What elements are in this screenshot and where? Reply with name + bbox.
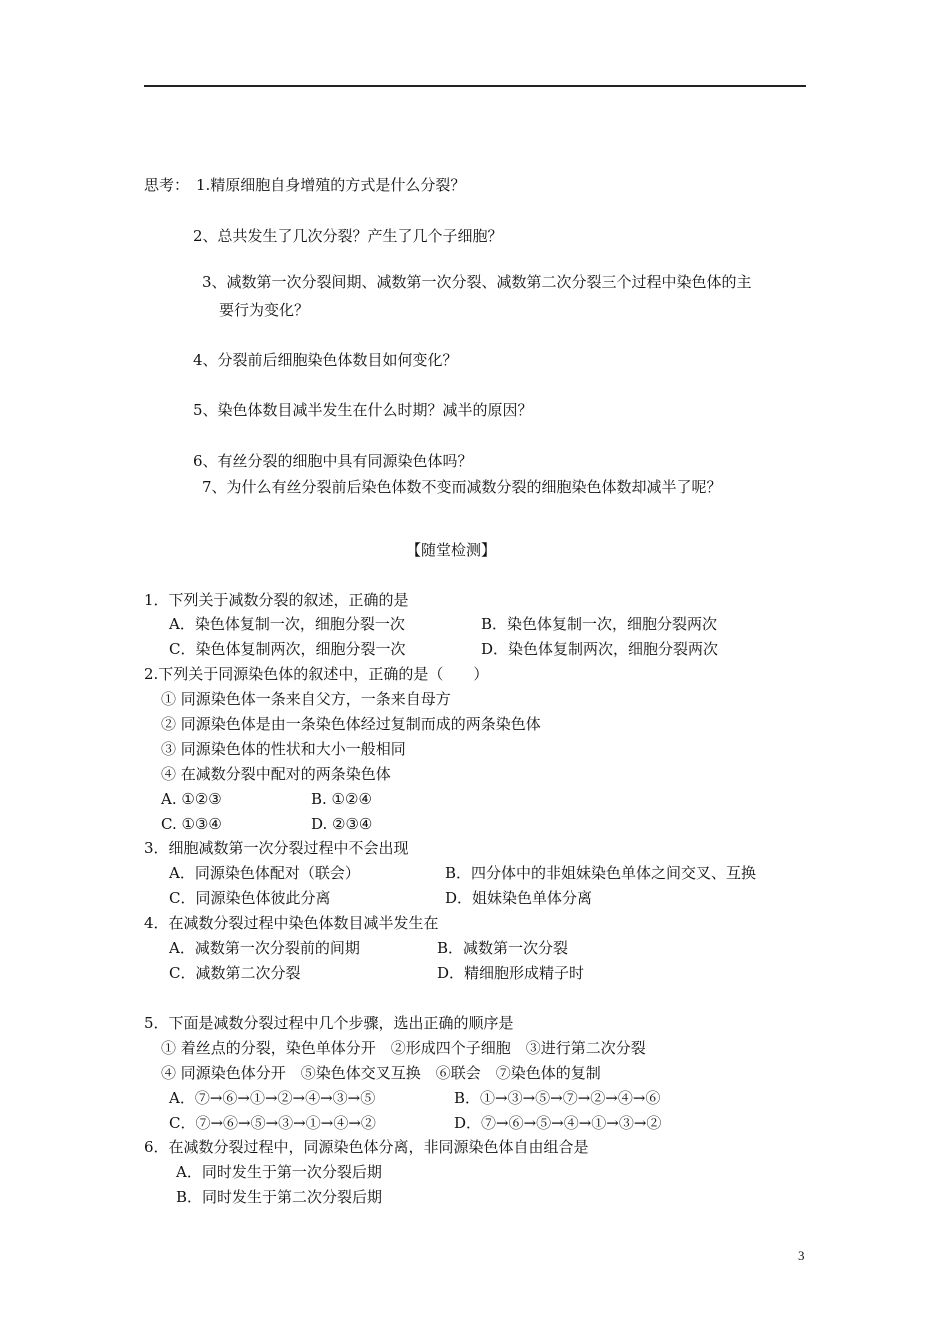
quiz-2-option-b: B. ①②④: [311, 790, 372, 808]
quiz-2-statement-3: ③ 同源染色体的性状和大小一般相同: [161, 740, 406, 758]
quiz-3-option-c: C．同源染色体彼此分离: [169, 889, 331, 907]
quiz-1-option-a: A．染色体复制一次，细胞分裂一次: [169, 615, 405, 633]
quiz-2-option-c: C. ①③④: [161, 815, 222, 833]
think-question-3-line1: 3、减数第一次分裂间期、减数第一次分裂、减数第二次分裂三个过程中染色体的主: [202, 273, 752, 291]
think-question-7: 7、为什么有丝分裂前后染色体数不变而减数分裂的细胞染色体数却减半了呢？: [202, 478, 722, 496]
quiz-4-option-b: B．减数第一次分裂: [437, 939, 569, 957]
quiz-3-stem: 3．细胞减数第一次分裂过程中不会出现: [144, 839, 409, 857]
quiz-2-option-a: A. ①②③: [161, 790, 222, 808]
quiz-1-option-c: C．染色体复制两次，细胞分裂一次: [169, 640, 406, 658]
quiz-2-statement-4: ④ 在减数分裂中配对的两条染色体: [161, 765, 391, 783]
quiz-4-option-a: A．减数第一次分裂前的间期: [169, 939, 360, 957]
page-number: 3: [798, 1248, 805, 1263]
quiz-5-option-c: C．⑦→⑥→⑤→③→①→④→②: [169, 1114, 376, 1132]
quiz-5-steps-line1: ① 着丝点的分裂，染色单体分开 ②形成四个子细胞 ③进行第二次分裂: [161, 1039, 646, 1057]
think-question-4: 4、分裂前后细胞染色体数目如何变化？: [193, 351, 458, 369]
quiz-5-option-d: D．⑦→⑥→⑤→④→①→③→②: [454, 1114, 662, 1132]
quiz-5-steps-line2: ④ 同源染色体分开 ⑤染色体交叉互换 ⑥联会 ⑦染色体的复制: [161, 1064, 601, 1082]
quiz-5-option-a: A．⑦→⑥→①→②→④→③→⑤: [169, 1089, 376, 1107]
quiz-2-stem: 2.下列关于同源染色体的叙述中，正确的是（ ）: [144, 665, 489, 683]
quiz-4-option-c: C．减数第二次分裂: [169, 964, 301, 982]
header-rule: [144, 85, 806, 87]
quiz-5-option-b: B．①→③→⑤→⑦→②→④→⑥: [454, 1089, 661, 1107]
quiz-2-statement-1: ① 同源染色体一条来自父方，一条来自母方: [161, 690, 451, 708]
quiz-1-option-d: D．染色体复制两次，细胞分裂两次: [481, 640, 719, 658]
think-question-1: 1.精原细胞自身增殖的方式是什么分裂？: [196, 176, 466, 194]
think-label: 思考：: [144, 176, 190, 194]
think-question-3-line2: 要行为变化？: [219, 301, 310, 319]
quiz-3-option-a: A．同源染色体配对（联会）: [169, 864, 360, 882]
quiz-3-option-b: B．四分体中的非姐妹染色单体之间交叉、互换: [445, 864, 757, 882]
think-question-6: 6、有丝分裂的细胞中具有同源染色体吗？: [193, 452, 473, 470]
quiz-5-stem: 5．下面是减数分裂过程中几个步骤，选出正确的顺序是: [144, 1014, 514, 1032]
section-title: 【随堂检测】: [406, 541, 497, 559]
quiz-6-stem: 6．在减数分裂过程中，同源染色体分离，非同源染色体自由组合是: [144, 1138, 589, 1156]
quiz-6-option-a: A．同时发生于第一次分裂后期: [176, 1163, 382, 1181]
quiz-4-stem: 4．在减数分裂过程中染色体数目减半发生在: [144, 914, 439, 932]
think-question-5: 5、染色体数目减半发生在什么时期？减半的原因？: [193, 401, 533, 419]
quiz-1-option-b: B．染色体复制一次，细胞分裂两次: [481, 615, 718, 633]
think-question-2: 2、总共发生了几次分裂？产生了几个子细胞？: [193, 227, 503, 245]
quiz-2-option-d: D. ②③④: [311, 815, 373, 833]
quiz-3-option-d: D．姐妹染色单体分离: [445, 889, 593, 907]
quiz-4-option-d: D．精细胞形成精子时: [437, 964, 585, 982]
quiz-2-statement-2: ② 同源染色体是由一条染色体经过复制而成的两条染色体: [161, 715, 541, 733]
quiz-6-option-b: B．同时发生于第二次分裂后期: [176, 1188, 383, 1206]
quiz-1-stem: 1．下列关于减数分裂的叙述，正确的是: [144, 591, 409, 609]
